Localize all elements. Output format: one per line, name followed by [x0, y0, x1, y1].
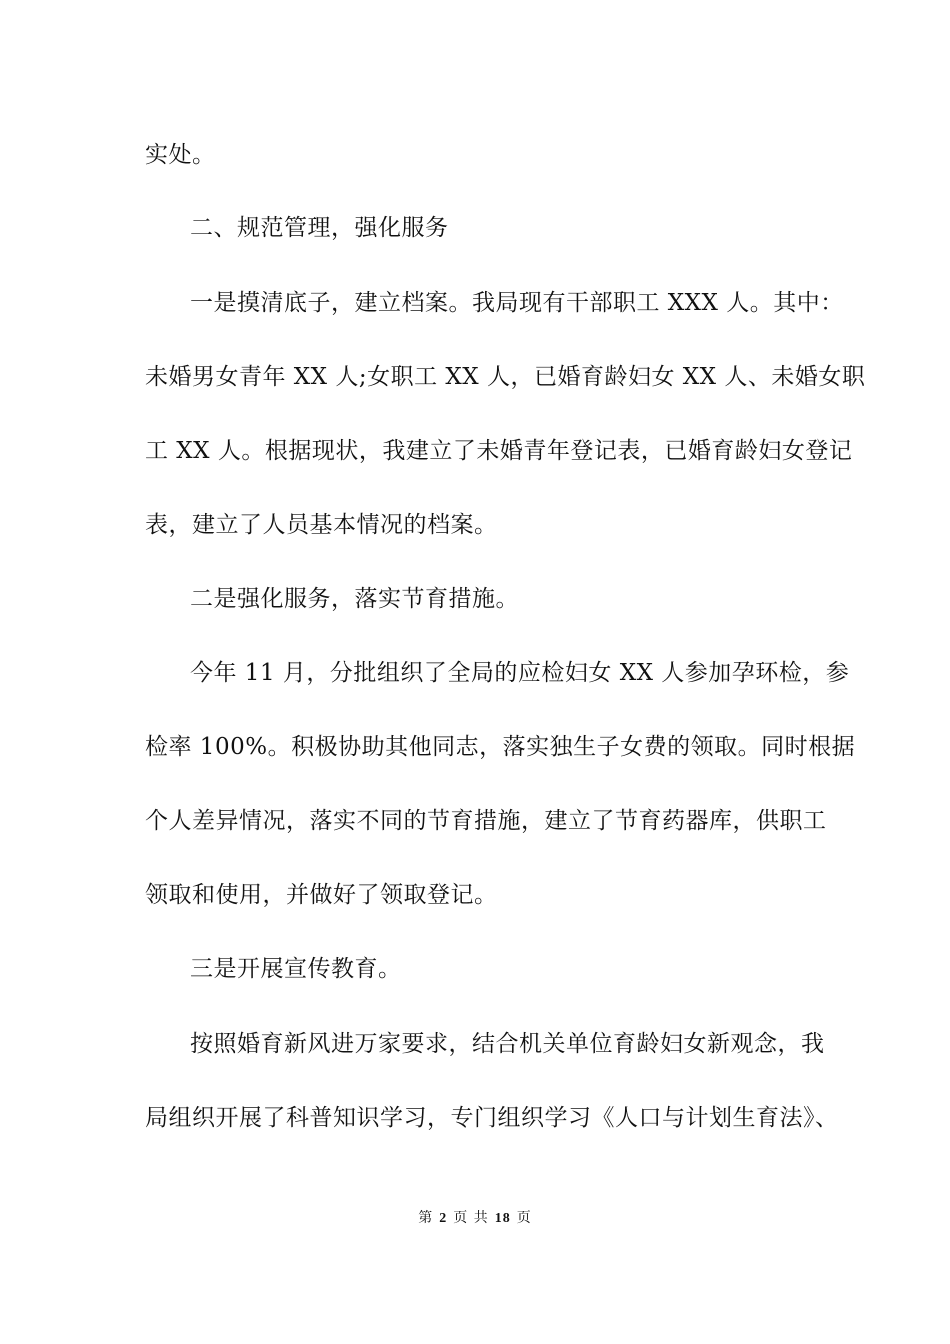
text-line: 检率 100%。积极协助其他同志，落实独生子女费的领取。同时根据: [145, 734, 856, 760]
text-line: 未婚男女青年 XX 人;女职工 XX 人，已婚育龄妇女 XX 人、未婚女职: [145, 364, 866, 390]
text-line: 按照婚育新风进万家要求，结合机关单位育龄妇女新观念，我: [190, 1031, 825, 1057]
text-line: 今年 11 月，分批组织了全局的应检妇女 XX 人参加孕环检，参: [190, 660, 850, 686]
footer-prefix: 第: [418, 1210, 434, 1226]
footer-suffix: 页: [516, 1210, 532, 1226]
section-heading: 二、规范管理，强化服务: [190, 215, 449, 241]
text-line: 实处。: [145, 142, 216, 168]
text-line: 二是强化服务，落实节育措施。: [190, 586, 519, 612]
text-line: 三是开展宣传教育。: [190, 956, 402, 982]
text-line: 局组织开展了科普知识学习，专门组织学习《人口与计划生育法》、: [145, 1105, 839, 1131]
total-page-number: 18: [494, 1211, 511, 1226]
footer-middle: 页 共: [453, 1210, 489, 1226]
text-line: 一是摸清底子，建立档案。我局现有干部职工 XXX 人。其中：: [190, 290, 844, 316]
text-line: 表，建立了人员基本情况的档案。: [145, 512, 498, 538]
page-footer: [0, 1208, 950, 1229]
text-line: 领取和使用，并做好了领取登记。: [145, 882, 498, 908]
text-line: 工 XX 人。根据现状，我建立了未婚青年登记表，已婚育龄妇女登记: [145, 438, 853, 464]
current-page-number: 2: [439, 1211, 448, 1226]
text-line: 个人差异情况，落实不同的节育措施，建立了节育药器库，供职工: [145, 808, 827, 834]
